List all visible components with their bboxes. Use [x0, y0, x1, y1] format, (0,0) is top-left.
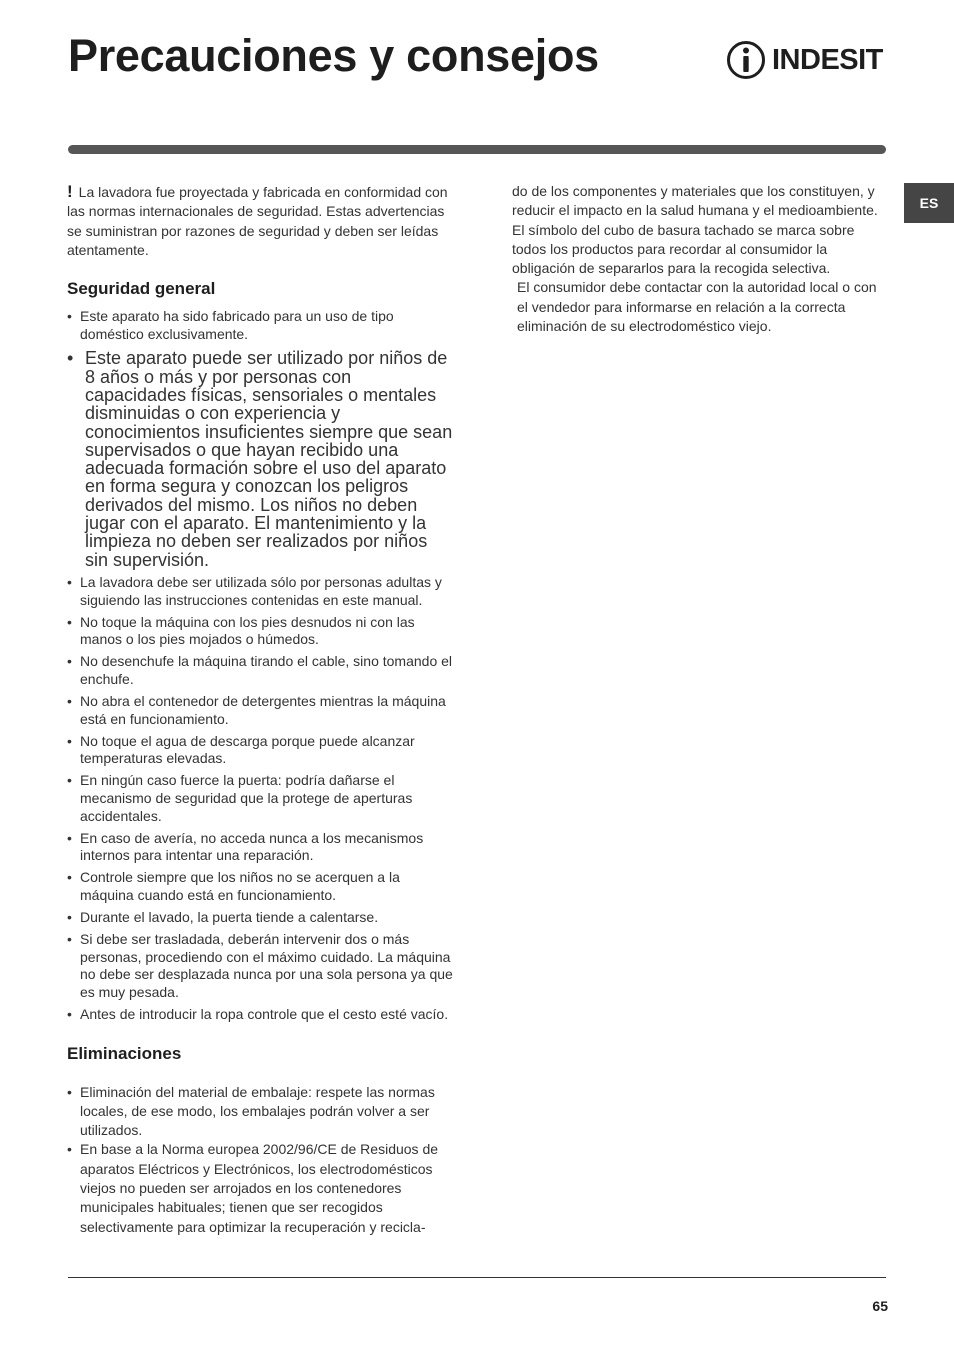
indesit-logo-icon: [726, 40, 766, 80]
brand-logo: [726, 40, 883, 80]
section-heading-seguridad: Seguridad general: [67, 279, 216, 299]
list-item: • No desenchufe la máquina tirando el cable, sino tomando el enchufe.: [67, 653, 455, 688]
list-item: • La lavadora debe ser utilizada sólo por personas adultas y siguiendo las instrucciones contenidas en este manual.: [67, 574, 455, 609]
list-item: • No toque el agua de descarga porque puede alcanzar temperaturas elevadas.: [67, 733, 455, 768]
page-title: Precauciones y consejos: [68, 30, 599, 81]
list-item: • Antes de introducir la ropa controle que el cesto esté vacío.: [67, 1006, 455, 1024]
continuation-paragraph-2: El consumidor debe contactar con la autoridad local o con el vendedor para informarse en relación a la correcta eliminación de su electrodoméstico viejo.: [517, 279, 877, 335]
page-number: 65: [872, 1298, 888, 1314]
eliminaciones-list: [67, 1083, 455, 1237]
right-column: [512, 182, 890, 336]
list-item: • En base a la Norma europea 2002/96/CE de Residuos de aparatos Eléctricos y Electrónicos, los electrodomésticos viejos no pueden ser arrojados en los contenedores municipales habituales; tienen que ser recogidos selectivamente para optimizar la recuperación y recicla-: [67, 1140, 455, 1236]
list-item: • Controle siempre que los niños no se acerquen a la máquina cuando está en funcionamiento.: [67, 869, 455, 904]
list-item: • Este aparato puede ser utilizado por niños de 8 años o más y por personas con capacidades físicas, sensoriales o mentales disminuidas o con experiencia y conocimientos insuficientes siempre que sean supervisados o que hayan recibido una adecuada formación sobre el uso del aparato en forma segura y conozcan los peligros derivados del mismo. Los niños no deben jugar con el aparato. El mantenimiento y la limpieza no deben ser realizados por niños sin supervisión.: [67, 349, 455, 569]
language-tab: ES: [904, 183, 954, 223]
list-item: • Durante el lavado, la puerta tiende a calentarse.: [67, 909, 455, 927]
warning-icon: !: [67, 182, 73, 201]
list-item: • No toque la máquina con los pies desnudos ni con las manos o los pies mojados o húmedos.: [67, 614, 455, 649]
list-item: • Eliminación del material de embalaje: respete las normas locales, de ese modo, los embalajes podrán volver a ser utilizados.: [67, 1083, 455, 1141]
list-item: • En ningún caso fuerce la puerta: podría dañarse el mecanismo de seguridad que la protege de aperturas accidentales.: [67, 772, 455, 825]
intro-text: La lavadora fue proyectada y fabricada en conformidad con las normas internacionales de seguridad. Estas advertencias se suministran por razones de seguridad y deben ser leídas atentamente.: [67, 184, 448, 258]
section-heading-eliminaciones: Eliminaciones: [67, 1043, 182, 1063]
list-item: • No abra el contenedor de detergentes mientras la máquina está en funcionamiento.: [67, 693, 455, 728]
continuation-paragraph: do de los componentes y materiales que los constituyen, y reducir el impacto en la salud humana y el medioambiente. El símbolo del cubo de basura tachado se marca sobre todos los productos para recordar al consumidor la obligación de separarlos para la recogida selectiva.: [512, 183, 878, 277]
list-item: • Si debe ser trasladada, deberán intervenir dos o más personas, procediendo con el máximo cuidado. La máquina no debe ser desplazada nunca por una sola persona ya que es muy pesada.: [67, 931, 455, 1001]
seguridad-list: [67, 308, 455, 1023]
list-item: • Este aparato ha sido fabricado para un uso de tipo doméstico exclusivamente.: [67, 308, 455, 343]
footer-divider: [68, 1277, 886, 1278]
header-divider: [68, 145, 886, 154]
left-column: [67, 182, 455, 1237]
brand-name: INDESIT: [772, 43, 883, 76]
list-item: • En caso de avería, no acceda nunca a los mecanismos internos para intentar una reparación.: [67, 830, 455, 865]
intro-paragraph: [67, 182, 455, 260]
